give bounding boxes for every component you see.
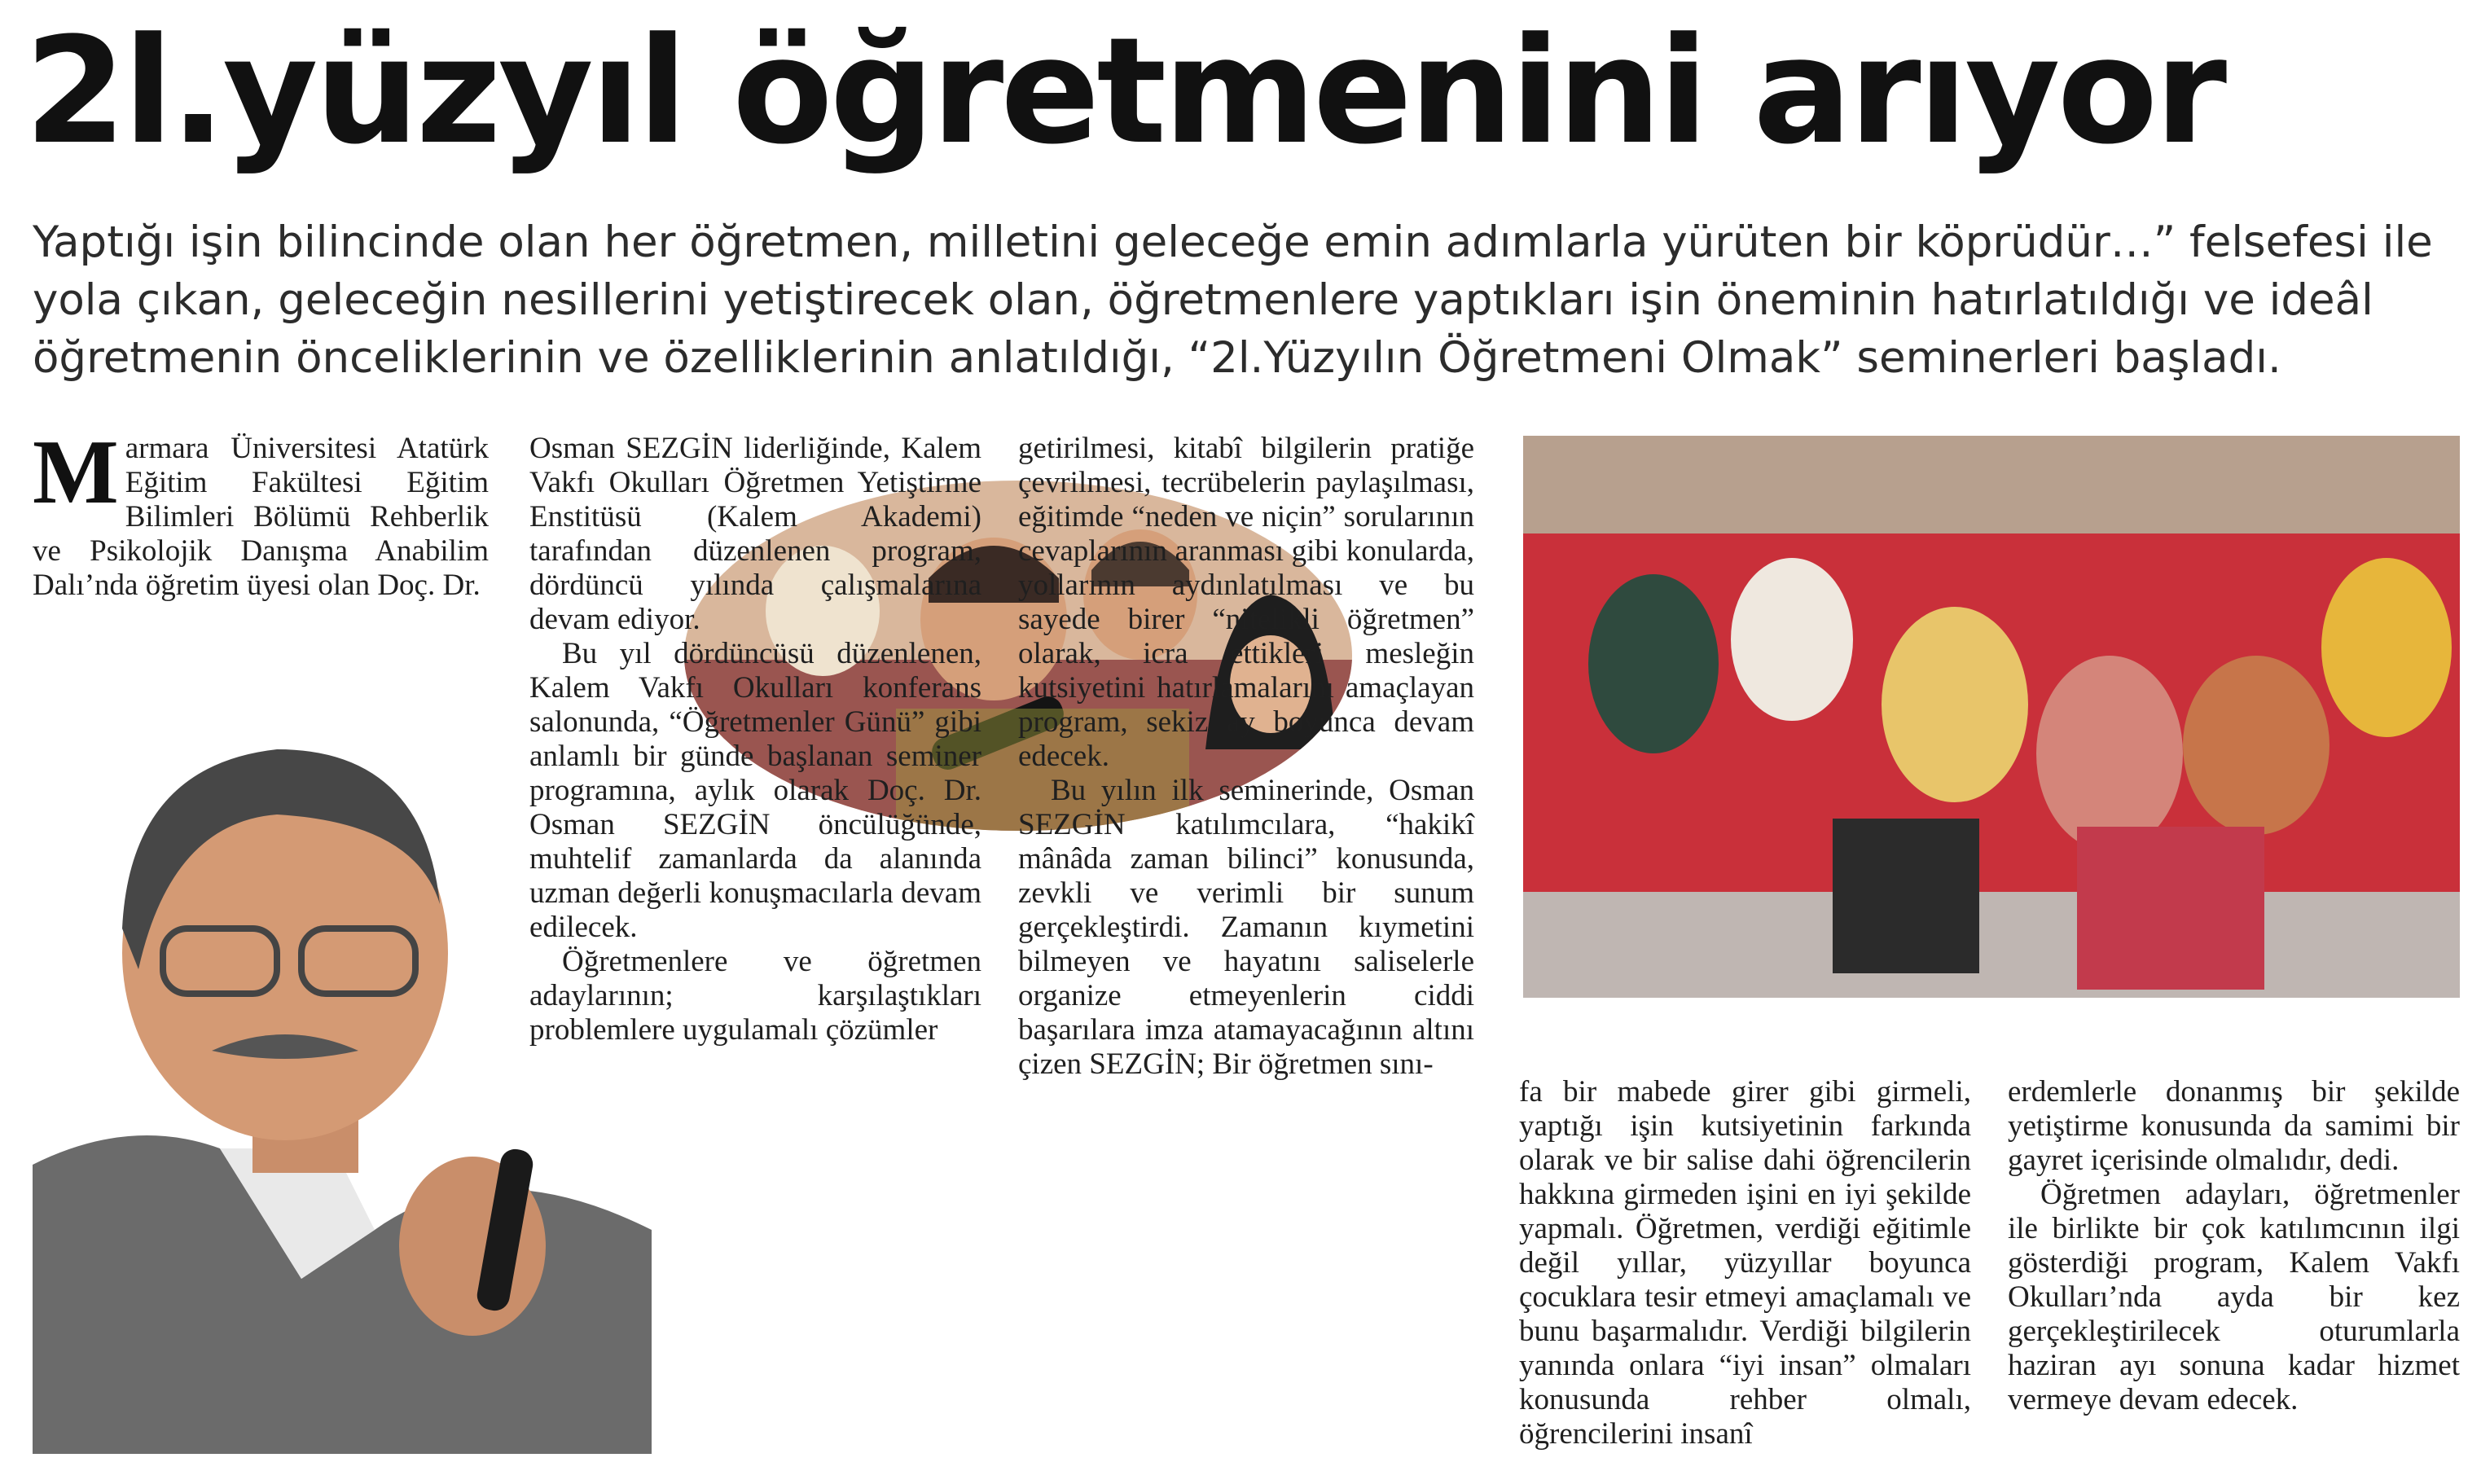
column-3-paragraph-2: Bu yılın ilk seminerinde, Osman SEZGİN katılımcılara, “hakikî mânâda zaman bilinci” konusunda, zevkli ve verimli bir sunum gerçekleştirdi. Zamanın kıymetini bilmeyen ve hayatını saliselerle organize etmeyenlerin ciddi başarılara imza atamayacağının altını çizen SEZGİN; Bir öğretmen sını- (1018, 774, 1474, 1081)
article-column-1 (33, 422, 489, 603)
column-2-paragraph-1: Osman SEZGİN liderliğinde, Kalem Vakfı Okulları Öğretmen Yetiştirme Enstitüsü (Kalem Akademi) tarafından düzenlenen program, dördüncü yılında çalışmalarına devam ediyor. (529, 432, 981, 636)
article-column-4 (1519, 1075, 1971, 1451)
seminar-audience-photo (1523, 436, 2460, 998)
column-5-paragraph-2: Öğretmen adayları, öğretmenler ile birlikte bir çok katılımcının ilgi gösterdiği program, Kalem Vakfı Okulları’nda ayda bir kez gerçekleştirilecek oturumlarla haziran ayı sonuna kadar hizmet vermeye devam edecek. (2008, 1178, 2460, 1416)
article-column-2 (529, 432, 981, 1047)
deck-intro: Yaptığı işin bilincinde olan her öğretmen, milletini geleceğe emin adımlarla yürüten bir köprüdür…” felsefesi ile yola çıkan, geleceğin nesillerini yetiştirecek olan, öğretmenlere yaptıkları işin öneminin hatırlatıldığı ve ideâl öğretmenin önceliklerinin ve özelliklerinin anlatıldığı, “2l.Yüzyılın Öğretmeni Olmak” seminerleri başladı. (33, 217, 2433, 383)
drop-cap: M (33, 422, 119, 523)
column-2-paragraph-2: Bu yıl dördüncüsü düzenlenen, Kalem Vakfı Okulları konferans salonunda, “Öğretmenler Günü” gibi anlamlı bir günde başlanan seminer programına, aylık olarak Doç. Dr. Osman SEZGİN öncülüğünde, muhtelif zamanlarda da alanında uzman değerli konuşmacılarla devam edilecek. (529, 637, 981, 944)
column-3-paragraph-1: getirilmesi, kitabî bilgilerin pratiğe çevrilmesi, tecrübelerin paylaşılması, eğitimde “neden ve niçin” sorularının cevaplarının aranması gibi konularda, yollarının aydınlatılması ve bu sayede birer “nitelikli öğretmen” olarak, icra ettikleri mesleğin kutsiyetini hatırlamalarını amaçlayan program, sekiz ay boyunca devam edecek. (1018, 432, 1474, 773)
headline: 2l.yüzyıl öğretmenini arıyor (24, 7, 2224, 177)
column-1-paragraph-1: armara Üniversitesi Atatürk Eğitim Fakültesi Eğitim Bilimleri Bölümü Rehberlik ve Psikolojik Danışma Anabilim Dalı’nda öğretim üyesi olan Doç. Dr. (33, 432, 489, 602)
column-2-paragraph-3: Öğretmenlere ve öğretmen adaylarının; karşılaştıkları problemlere uygulamalı çözümler (529, 945, 981, 1047)
column-4-paragraph-1: fa bir mabede girer gibi girmeli, yaptığı işin kutsiyetinin farkında olarak ve bir salise dahi öğrencilerin hakkına girmeden işini en iyi şekilde yapmalı. Öğretmen, verdiği eğitimle değil yıllar, yüzyıllar boyunca çocuklara tesir etmeyi amaçlamalı ve bunu başarmalıdır. Verdiği bilgilerin yanında onlara “iyi insan” olmaları konusunda rehber olmalı, öğrencilerini insanî (1519, 1075, 1971, 1451)
column-5-paragraph-1: erdemlerle donanmış bir şekilde yetiştirme konusunda da samimi bir gayret içerisinde olmalıdır, dedi. (2008, 1075, 2460, 1177)
article-column-5 (2008, 1075, 2460, 1417)
article-column-3 (1018, 432, 1474, 1082)
